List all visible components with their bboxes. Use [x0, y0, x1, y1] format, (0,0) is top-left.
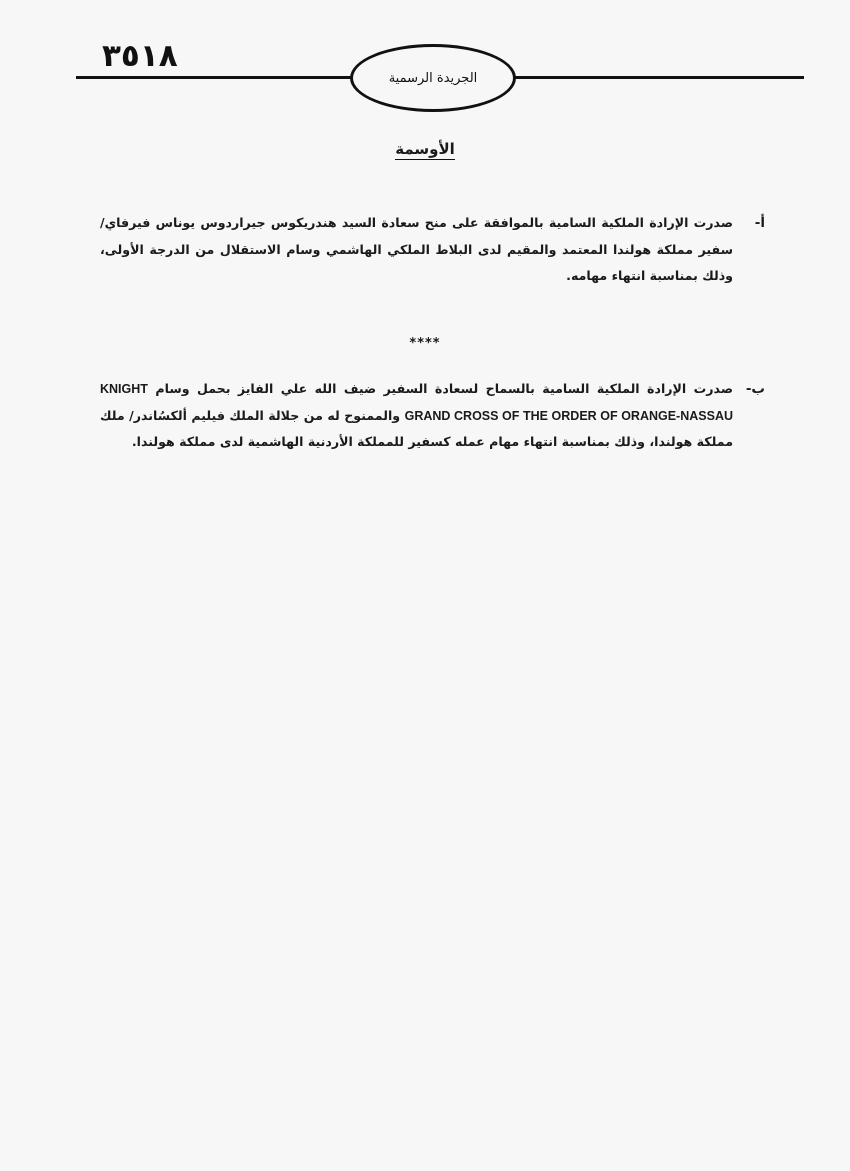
- decree-item-b: [100, 376, 765, 456]
- gazette-emblem: [350, 44, 516, 112]
- order-name: KNIGHT GRAND CROSS OF THE ORDER OF ORANGE-NASSAU: [100, 382, 734, 423]
- section-title: [0, 139, 850, 160]
- header-rule-left: [76, 76, 352, 79]
- item-text-a: صدرت الإرادة الملكية السامية بالموافقة على منح سعادة السيد هندريكوس جيراردوس يوناس فيرفاي/ سفير مملكة هولندا المعتمد والمقيم لدى البلاط الملكي الهاشمي وسام الاستقلال من الدرجة الأولى، وذلك بمناسبة انتهاء مهامه.: [100, 215, 733, 283]
- decree-item-a: [100, 210, 765, 290]
- item-b-text-after: والممنوح له من جلالة الملك فيليم ألكسُاندر/ ملك مملكة هولندا، وذلك بمناسبة انتهاء مهام عمله كسفير للمملكة الأردنية الهاشمية لدى مملكة هولندا.: [100, 407, 733, 449]
- item-marker-b: ب-: [745, 381, 765, 397]
- item-text-b: [100, 376, 733, 456]
- section-title-text: الأوسمة: [395, 140, 455, 158]
- gazette-name: الجريدة الرسمية: [388, 70, 478, 86]
- item-b-text-before: صدرت الإرادة الملكية السامية بالسماح لسعادة السفير ضيف الله علي الفايز بحمل وسام: [155, 381, 733, 396]
- section-separator: ****: [409, 336, 441, 351]
- header-rule-right: [514, 76, 804, 79]
- item-marker-a: أ-: [754, 215, 765, 231]
- page-number: ٣٥١٨: [102, 38, 178, 74]
